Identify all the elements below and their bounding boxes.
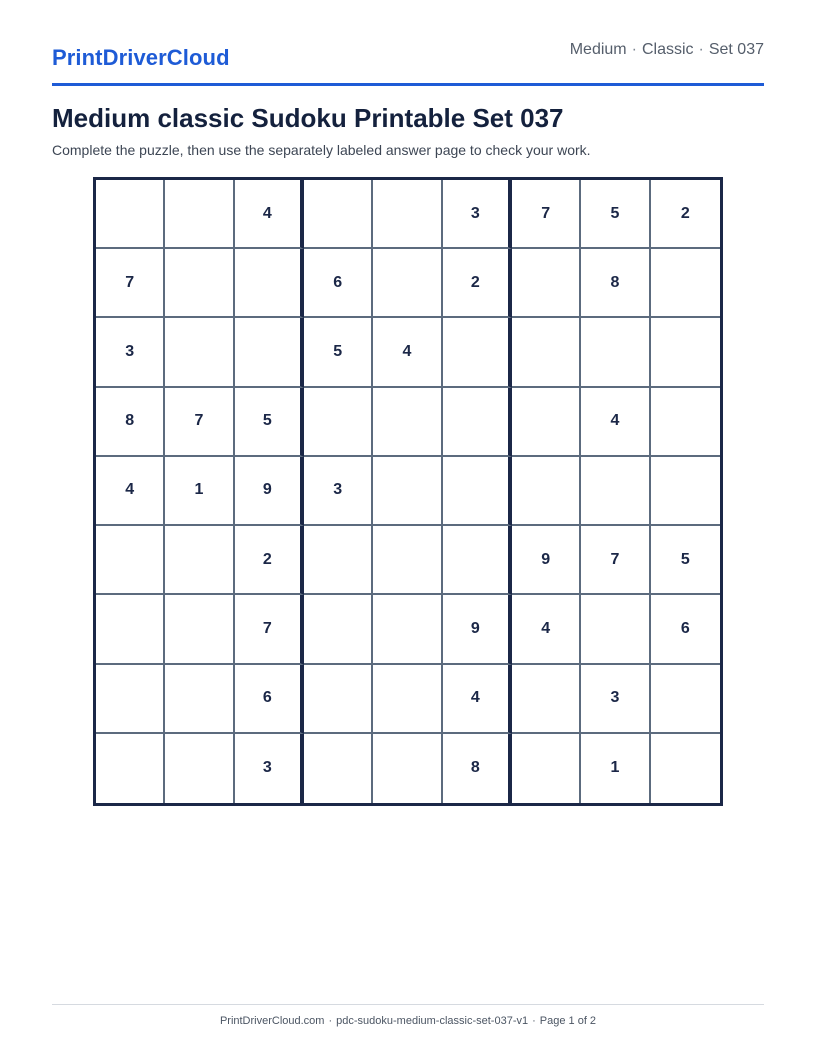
sudoku-cell: 7	[512, 180, 581, 249]
sudoku-cell: 6	[304, 249, 373, 318]
sudoku-cell	[373, 595, 442, 664]
meta-difficulty: Medium	[569, 41, 627, 58]
sudoku-cell	[651, 388, 720, 457]
sudoku-cell	[581, 595, 650, 664]
sudoku-cell	[96, 180, 165, 249]
sudoku-cell: 1	[165, 457, 234, 526]
sudoku-cell: 1	[581, 734, 650, 803]
sudoku-cell	[373, 457, 442, 526]
sudoku-cell	[304, 595, 373, 664]
sudoku-cell: 6	[235, 665, 304, 734]
meta-set: Set 037	[708, 41, 764, 58]
sudoku-cell: 4	[373, 318, 442, 387]
footer-document-id: pdc-sudoku-medium-classic-set-037-v1	[336, 1015, 529, 1027]
sudoku-cell	[443, 457, 512, 526]
sudoku-cell	[373, 180, 442, 249]
sudoku-cell: 6	[651, 595, 720, 664]
sudoku-cell: 8	[443, 734, 512, 803]
sudoku-cell	[96, 526, 165, 595]
sudoku-cell: 3	[443, 180, 512, 249]
sudoku-cell	[512, 665, 581, 734]
sudoku-cell	[304, 734, 373, 803]
footer-separator: ·	[532, 1015, 536, 1027]
puzzle-meta	[570, 41, 764, 59]
sudoku-cell	[165, 665, 234, 734]
sudoku-cell: 7	[96, 249, 165, 318]
sudoku-cell	[165, 526, 234, 595]
sudoku-cell	[96, 734, 165, 803]
sudoku-cell	[373, 734, 442, 803]
sudoku-cell	[443, 318, 512, 387]
sudoku-cell	[443, 526, 512, 595]
sudoku-grid	[93, 177, 723, 806]
page-footer	[52, 1004, 764, 1027]
sudoku-cell: 8	[581, 249, 650, 318]
sudoku-cell	[651, 249, 720, 318]
sudoku-cell	[581, 318, 650, 387]
footer-text	[52, 1015, 764, 1027]
sudoku-cell: 4	[581, 388, 650, 457]
sudoku-cell: 5	[581, 180, 650, 249]
sudoku-cell	[304, 388, 373, 457]
sudoku-cell	[304, 526, 373, 595]
sudoku-cell: 4	[96, 457, 165, 526]
sudoku-cell	[512, 318, 581, 387]
sudoku-cell: 7	[165, 388, 234, 457]
sudoku-cell	[373, 388, 442, 457]
sudoku-cell	[373, 526, 442, 595]
sudoku-cell	[512, 249, 581, 318]
sudoku-cell: 4	[443, 665, 512, 734]
sudoku-cell	[96, 665, 165, 734]
sudoku-cell	[651, 457, 720, 526]
sudoku-cell: 3	[235, 734, 304, 803]
sudoku-cell: 2	[443, 249, 512, 318]
sudoku-cell	[235, 249, 304, 318]
sudoku-cell	[304, 665, 373, 734]
sudoku-cell: 4	[235, 180, 304, 249]
page-title: Medium classic Sudoku Printable Set 037	[52, 103, 564, 133]
sudoku-cell: 2	[651, 180, 720, 249]
sudoku-cell: 5	[235, 388, 304, 457]
meta-style: Classic	[641, 41, 694, 58]
footer-site: PrintDriverCloud.com	[219, 1015, 325, 1027]
sudoku-cell	[96, 595, 165, 664]
sudoku-cell: 9	[512, 526, 581, 595]
sudoku-cell	[165, 318, 234, 387]
footer-separator: ·	[328, 1015, 333, 1027]
sudoku-cell	[373, 665, 442, 734]
sudoku-cell	[443, 388, 512, 457]
sudoku-cell: 5	[651, 526, 720, 595]
sudoku-cell: 3	[304, 457, 373, 526]
sudoku-cell: 8	[96, 388, 165, 457]
sudoku-cell	[165, 180, 234, 249]
sudoku-cell	[651, 665, 720, 734]
sudoku-cell: 2	[235, 526, 304, 595]
sudoku-cell	[165, 734, 234, 803]
sudoku-cell	[165, 595, 234, 664]
footer-page-number: Page 1 of 2	[539, 1015, 597, 1027]
sudoku-cell: 7	[235, 595, 304, 664]
sudoku-cell	[651, 318, 720, 387]
sudoku-cell	[373, 249, 442, 318]
sudoku-cell: 7	[581, 526, 650, 595]
sudoku-cell	[581, 457, 650, 526]
sudoku-cell	[512, 388, 581, 457]
page-header	[52, 36, 764, 86]
sudoku-cell: 5	[304, 318, 373, 387]
sudoku-cell	[165, 249, 234, 318]
sudoku-cell: 3	[96, 318, 165, 387]
sudoku-cell	[235, 318, 304, 387]
brand-logo-text: PrintDriverCloud	[52, 45, 230, 70]
sudoku-cell	[651, 734, 720, 803]
sudoku-cell: 3	[581, 665, 650, 734]
sudoku-cell: 9	[235, 457, 304, 526]
meta-separator: ·	[698, 41, 704, 58]
page-subtitle: Complete the puzzle, then use the separately labeled answer page to check your work.	[52, 142, 591, 158]
sudoku-cell	[512, 734, 581, 803]
meta-separator: ·	[631, 41, 637, 58]
sudoku-cell: 9	[443, 595, 512, 664]
sudoku-cell: 4	[512, 595, 581, 664]
sudoku-cell	[512, 457, 581, 526]
sudoku-cell	[304, 180, 373, 249]
